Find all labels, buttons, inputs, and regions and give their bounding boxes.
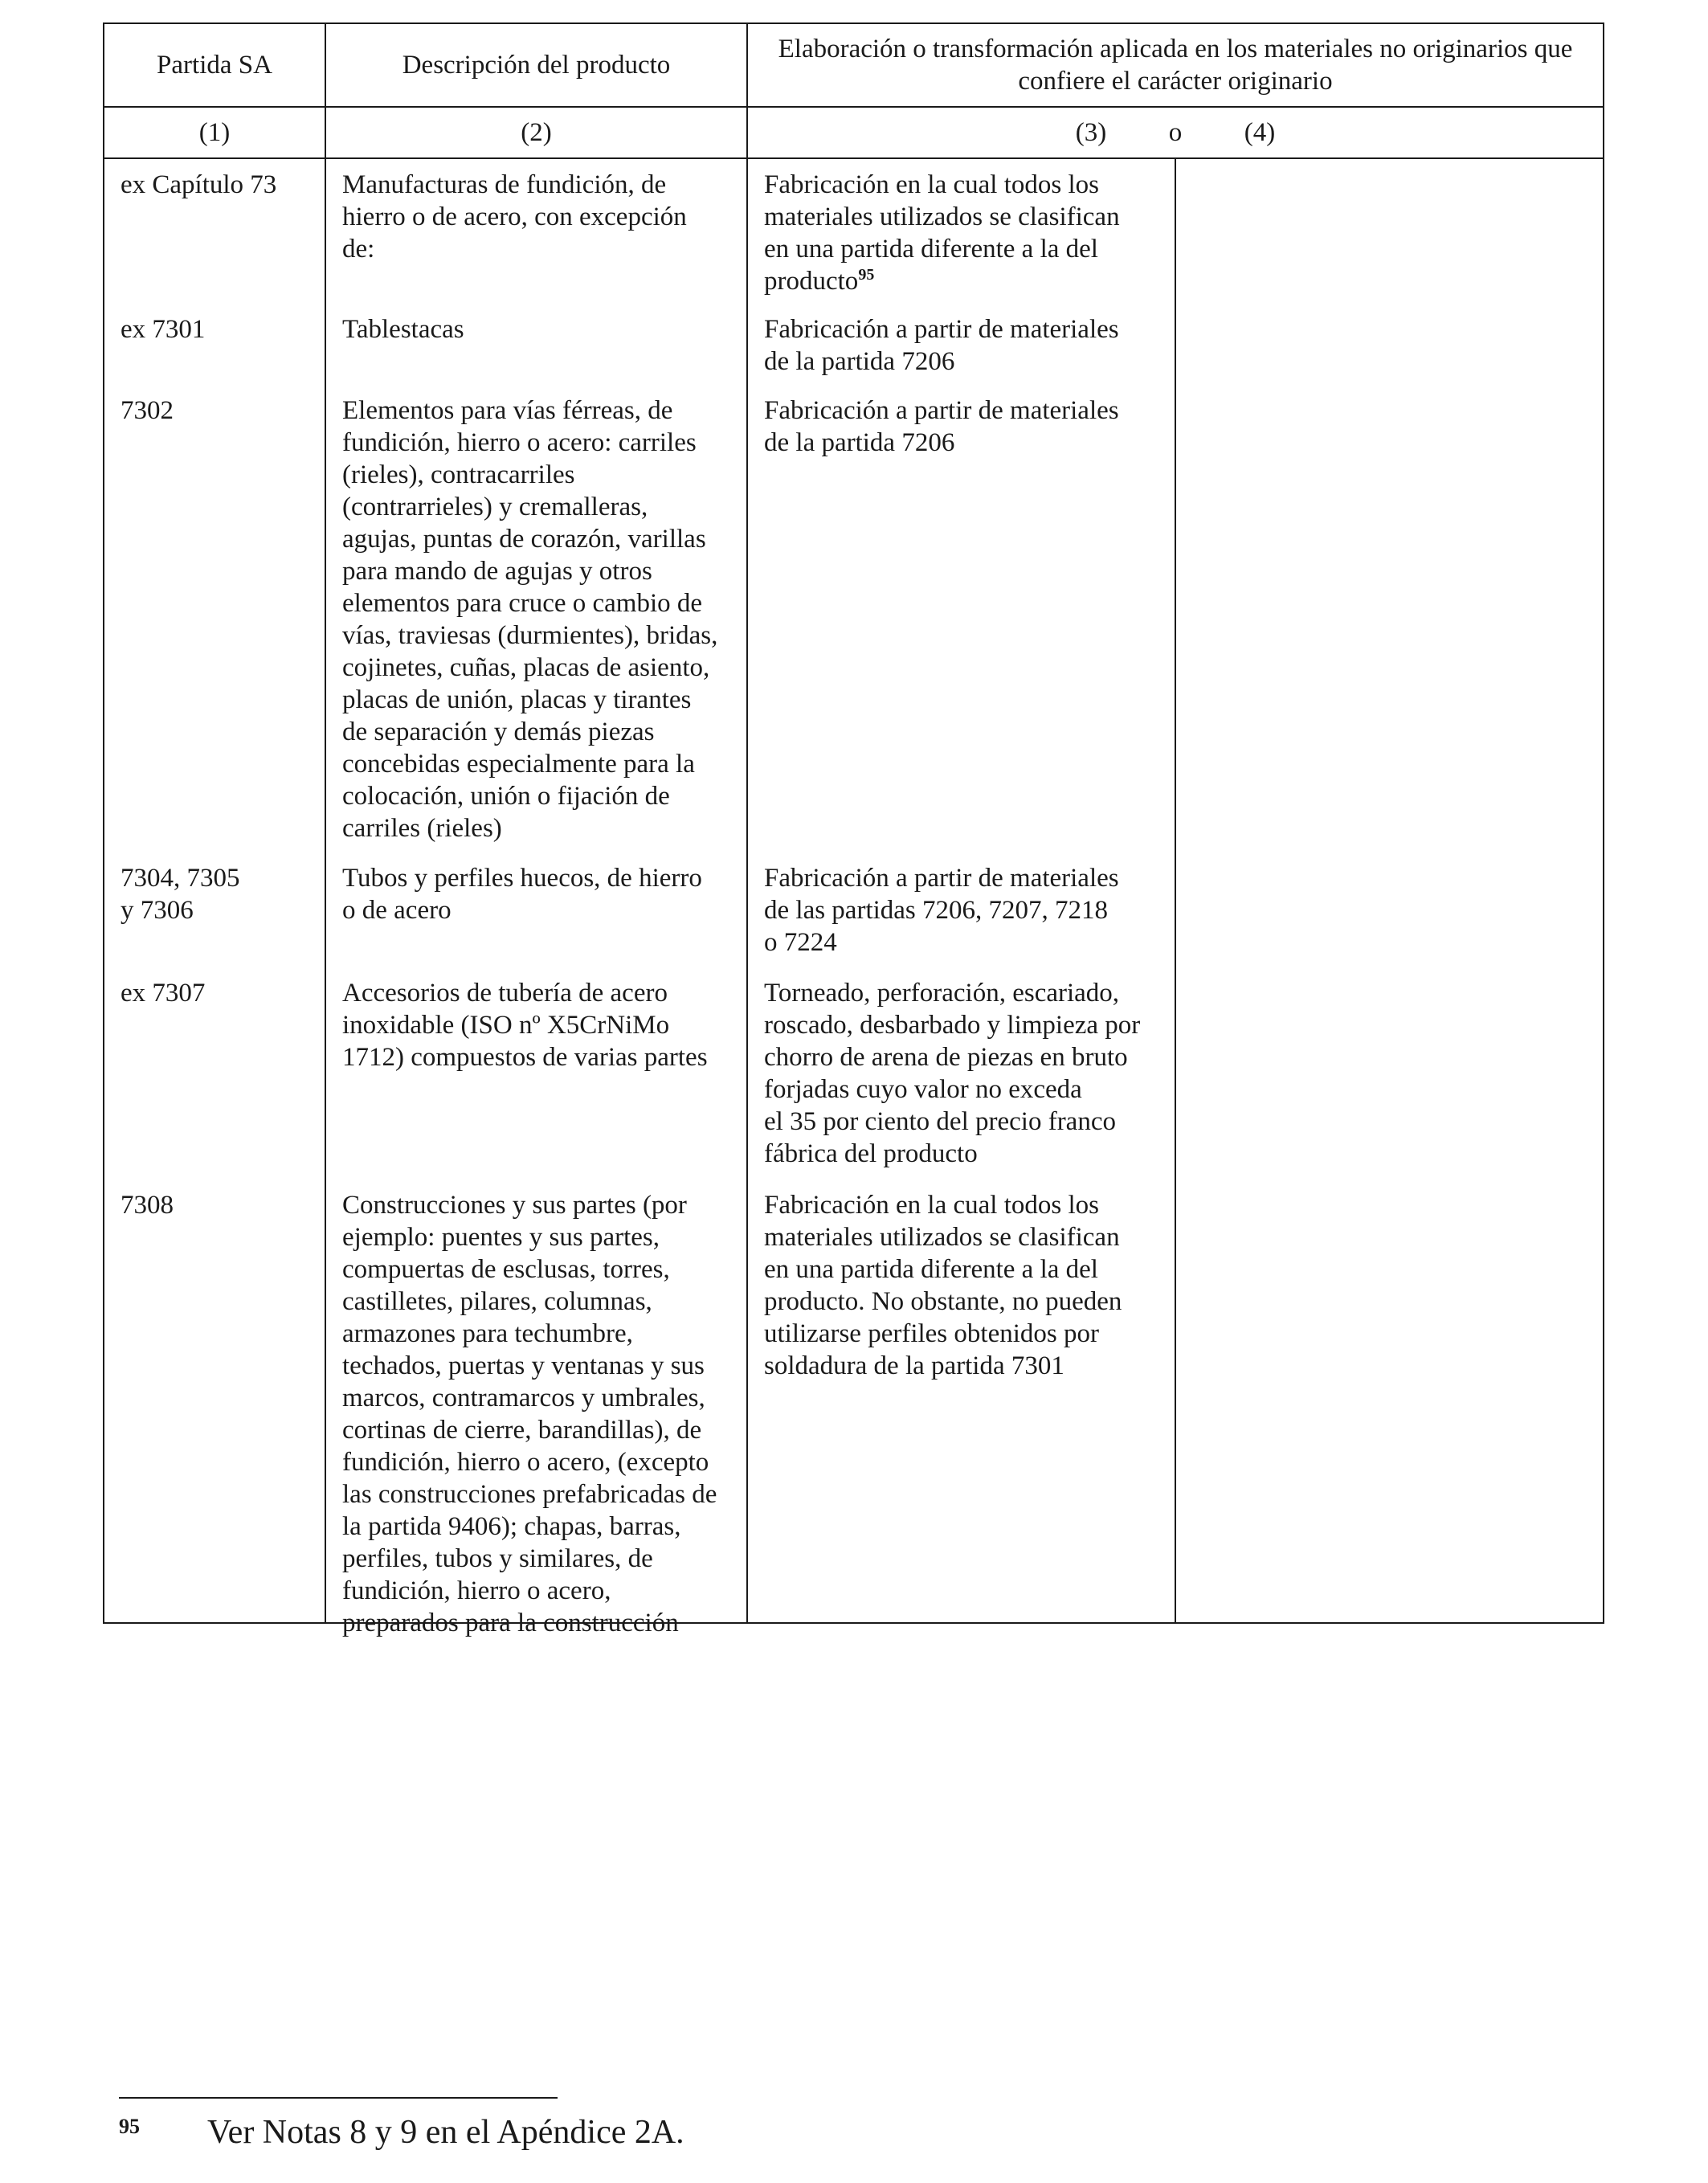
product-description: Tablestacas bbox=[342, 314, 464, 344]
rules-of-origin-table bbox=[103, 22, 1604, 1637]
header-descripcion: Descripción del producto bbox=[325, 23, 747, 107]
rule-column-4 bbox=[1175, 158, 1604, 1623]
column-number-row bbox=[104, 107, 1604, 158]
origin-rule: Fabricación a partir de materiales de la partida 7206 bbox=[764, 314, 1119, 376]
column-or-separator: o bbox=[1168, 117, 1183, 147]
column-number-3: (3) bbox=[1075, 117, 1107, 147]
description-column bbox=[325, 158, 747, 1637]
hs-code: 7308 bbox=[121, 1190, 174, 1220]
hs-code: ex Capítulo 73 bbox=[121, 170, 277, 199]
header-elaboracion: Elaboración o transformación aplicada en los materiales no originarios que confiere el carácter originario bbox=[747, 23, 1604, 107]
origin-rule: Torneado, perforación, escariado, roscado, desbarbado y limpieza por chorro de arena de piezas en bruto forjadas cuyo valor no exceda el 35 por ciento del precio franco fábrica del producto bbox=[764, 978, 1141, 1168]
product-description: Accesorios de tubería de acero inoxidable (ISO nº X5CrNiMo 1712) compuestos de varias partes bbox=[342, 978, 708, 1072]
origin-rule: Fabricación en la cual todos los materiales utilizados se clasifican en una partida diferente a la del producto. No obstante, no pueden utilizarse perfiles obtenidos por soldadura de la partida 7301 bbox=[764, 1190, 1122, 1380]
rule-column-3 bbox=[747, 158, 1175, 1623]
product-description: Elementos para vías férreas, de fundición, hierro o acero: carriles (rieles), contracarriles (contrarrieles) y cremalleras, agujas, puntas de corazón, varillas para mando de agujas y otros elementos para cruce o cambio de vías, traviesas (durmientes), bridas, cojinetes, cuñas, placas de asiento, placas de unión, placas y tirantes de separación y demás piezas concebidas especialmente para la colocación, unión o fijación de carriles (rieles) bbox=[342, 395, 718, 843]
hs-code: ex 7307 bbox=[121, 978, 206, 1008]
column-number-1: (1) bbox=[104, 107, 325, 158]
footnote-text: Ver Notas 8 y 9 en el Apéndice 2A. bbox=[207, 2114, 684, 2151]
product-description: Manufacturas de fundición, de hierro o de acero, con excepción de: bbox=[342, 170, 687, 264]
hs-code: ex 7301 bbox=[121, 314, 206, 344]
column-number-2: (2) bbox=[325, 107, 747, 158]
rules-of-origin-table-container bbox=[103, 22, 1603, 1637]
product-description: Construcciones y sus partes (por ejemplo: puentes y sus partes, compuertas de esclusas, torres, castilletes, pilares, columnas, armazones para techumbre, techados, puertas y ventanas y sus marcos, contramarcos y umbrales, cortinas de cierre, barandillas), de fundición, hierro o acero, (excepto las construcciones prefabricadas de la partida 9406); chapas, barras, perfiles, tubos y similares, de fundición, hierro o acero, preparados para la construcción bbox=[342, 1190, 717, 1637]
hs-code-column bbox=[104, 158, 325, 1623]
footnote-reference: 95 bbox=[858, 265, 875, 284]
header-row bbox=[104, 23, 1604, 107]
hs-code: 7304, 7305 y 7306 bbox=[121, 863, 240, 925]
table-body-row bbox=[104, 158, 1604, 1623]
footnote-divider bbox=[119, 2097, 558, 2099]
column-number-3-4 bbox=[747, 107, 1604, 158]
origin-rule: Fabricación a partir de materiales de las partidas 7206, 7207, 7218 o 7224 bbox=[764, 863, 1119, 957]
origin-rule-text: Fabricación en la cual todos los materiales utilizados se clasifican en una partida diferente a la del producto bbox=[764, 170, 1120, 296]
footnote-number: 95 bbox=[119, 2115, 140, 2138]
hs-code: 7302 bbox=[121, 395, 174, 425]
product-description: Tubos y perfiles huecos, de hierro o de acero bbox=[342, 863, 702, 925]
header-partida-sa: Partida SA bbox=[104, 23, 325, 107]
origin-rule: Fabricación a partir de materiales de la partida 7206 bbox=[764, 395, 1119, 457]
column-number-4: (4) bbox=[1244, 117, 1276, 147]
origin-rule bbox=[764, 169, 1160, 297]
